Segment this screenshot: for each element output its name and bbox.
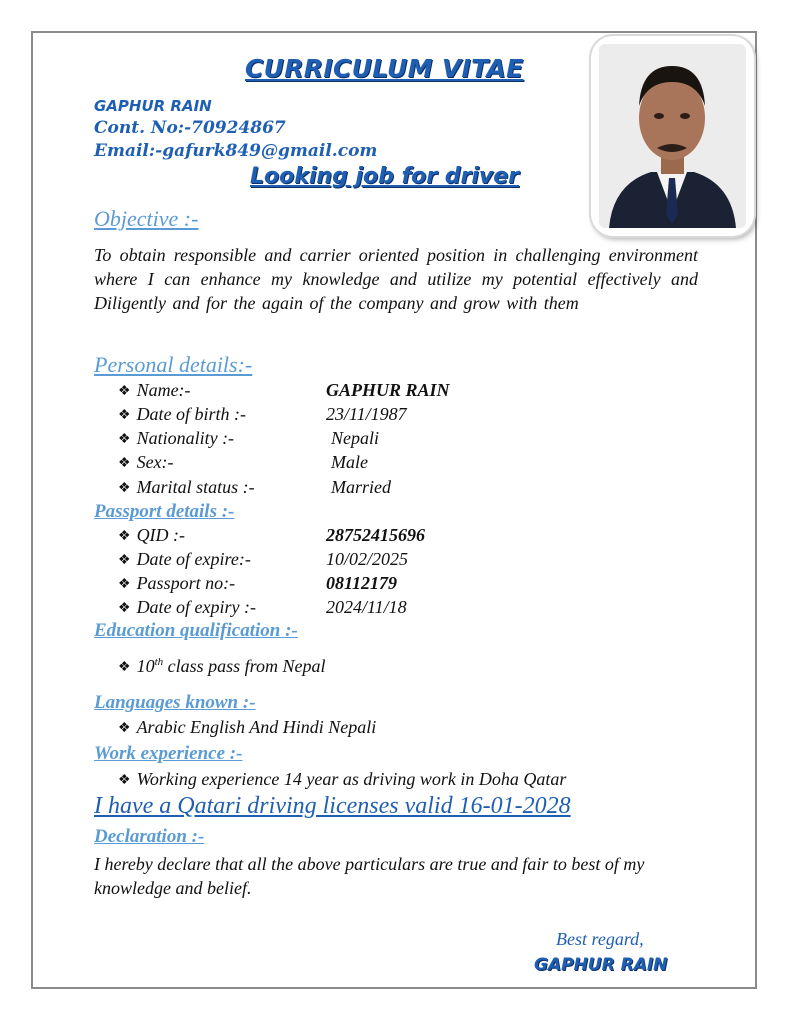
declaration-heading: Declaration :- <box>94 826 205 847</box>
bullet-icon: ❖ <box>118 481 131 496</box>
passport-details-heading: Passport details :- <box>94 501 235 522</box>
bullet-icon: ❖ <box>118 553 131 568</box>
personal-value-dob: 23/11/1987 <box>326 404 407 424</box>
personal-value-nationality: Nepali <box>331 428 379 448</box>
personal-row-dob: ❖ Date of birth :- <box>118 404 247 424</box>
personal-row-sex: ❖ Sex:- <box>118 452 174 472</box>
passport-value-number: 08112179 <box>326 573 398 593</box>
languages-item: ❖ Arabic English And Hindi Nepali <box>118 717 377 737</box>
passport-value-expiry: 2024/11/18 <box>326 597 407 617</box>
bullet-icon: ❖ <box>118 660 131 675</box>
profile-photo-icon <box>599 44 746 228</box>
cv-title: CURRICULUM VITAE <box>245 54 524 83</box>
personal-value-name: GAPHUR RAIN <box>326 380 450 400</box>
personal-row-name: ❖ Name:- <box>118 380 191 400</box>
bullet-icon: ❖ <box>118 721 131 736</box>
driving-license-statement: I have a Qatari driving licenses valid 16-01-2028 <box>94 793 571 819</box>
bullet-icon: ❖ <box>118 577 131 592</box>
personal-row-marital: ❖ Marital status :- <box>118 477 255 497</box>
education-heading: Education qualification :- <box>94 620 298 641</box>
bullet-icon: ❖ <box>118 408 131 423</box>
personal-details-heading: Personal details:- <box>94 352 253 377</box>
passport-value-expire: 10/02/2025 <box>326 549 409 569</box>
work-experience-item: ❖ Working experience 14 year as driving work in Doha Qatar <box>118 769 567 789</box>
personal-row-nationality: ❖ Nationality :- <box>118 428 235 448</box>
bullet-icon: ❖ <box>118 601 131 616</box>
job-target: Looking job for driver <box>250 164 519 189</box>
education-item: ❖ 10th class pass from Nepal <box>118 656 326 676</box>
closing-regard: Best regard, <box>556 929 644 949</box>
ordinal-suffix: th <box>154 656 164 668</box>
passport-row-qid: ❖ QID :- <box>118 525 186 545</box>
objective-heading: Objective :- <box>94 206 199 231</box>
bullet-icon: ❖ <box>118 456 131 471</box>
personal-value-marital: Married <box>331 477 391 497</box>
applicant-name: GAPHUR RAIN <box>94 97 212 115</box>
contact-number: Cont. No:-70924867 <box>94 118 286 138</box>
passport-row-number: ❖ Passport no:- <box>118 573 236 593</box>
passport-row-expire: ❖ Date of expire:- <box>118 549 251 569</box>
bullet-icon: ❖ <box>118 432 131 447</box>
objective-text: To obtain responsible and carrier oriented position in challenging environment where I can enhance my knowledge and utilize my potential effectively and Diligently and for the again of the company and grow with them <box>94 245 698 313</box>
bullet-icon: ❖ <box>118 384 131 399</box>
declaration-text: I hereby declare that all the above particulars are true and fair to best of my knowledge and belief. <box>94 854 645 898</box>
languages-heading: Languages known :- <box>94 692 256 713</box>
bullet-icon: ❖ <box>118 529 131 544</box>
passport-row-expiry: ❖ Date of expiry :- <box>118 597 257 617</box>
bullet-icon: ❖ <box>118 773 131 788</box>
passport-value-qid: 28752415696 <box>326 525 425 545</box>
email-address: Email:-gafurk849@gmail.com <box>94 141 378 161</box>
profile-photo-frame <box>591 36 754 236</box>
signature-name: GAPHUR RAIN <box>534 955 668 975</box>
personal-value-sex: Male <box>331 452 368 472</box>
work-experience-heading: Work experience :- <box>94 743 243 764</box>
